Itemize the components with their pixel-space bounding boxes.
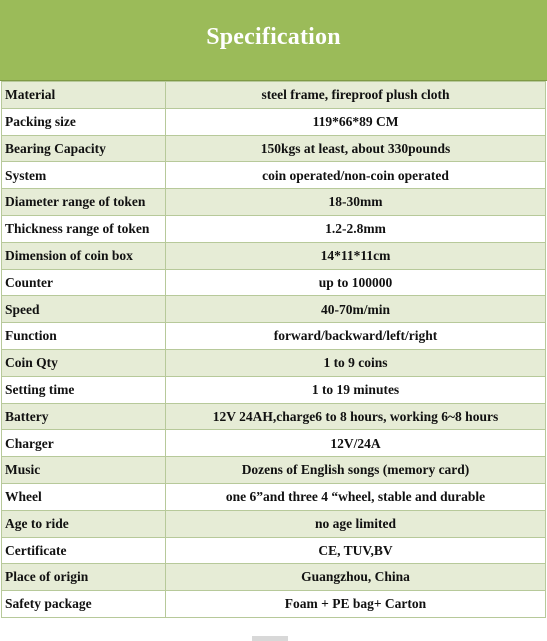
table-row — [2, 135, 546, 162]
spec-value: 40-70m/min — [166, 296, 546, 323]
table-row — [2, 269, 546, 296]
spec-value: one 6”and three 4 “wheel, stable and durable — [166, 483, 546, 510]
table-row — [2, 162, 546, 189]
spec-value: 150kgs at least, about 330pounds — [166, 135, 546, 162]
table-row — [2, 376, 546, 403]
spec-label: Packing size — [2, 108, 166, 135]
table-row — [2, 189, 546, 216]
table-row — [2, 564, 546, 591]
spec-value: Foam + PE bag+ Carton — [166, 591, 546, 618]
table-row — [2, 323, 546, 350]
spec-label: Material — [2, 82, 166, 109]
spec-label: Music — [2, 457, 166, 484]
spec-value: steel frame, fireproof plush cloth — [166, 82, 546, 109]
spec-label: Wheel — [2, 483, 166, 510]
spec-table-body — [2, 82, 546, 618]
spec-label: Safety package — [2, 591, 166, 618]
spec-value: CE, TUV,BV — [166, 537, 546, 564]
spec-value: up to 100000 — [166, 269, 546, 296]
spec-label: Age to ride — [2, 510, 166, 537]
spec-value: 12V/24A — [166, 430, 546, 457]
spec-label: Certificate — [2, 537, 166, 564]
scroll-indicator — [252, 636, 288, 641]
table-row — [2, 296, 546, 323]
table-row — [2, 82, 546, 109]
spec-table — [1, 81, 546, 618]
spec-value: no age limited — [166, 510, 546, 537]
table-row — [2, 242, 546, 269]
title-banner — [0, 0, 547, 81]
spec-value: 1 to 19 minutes — [166, 376, 546, 403]
spec-label: Dimension of coin box — [2, 242, 166, 269]
spec-label: Bearing Capacity — [2, 135, 166, 162]
spec-label: System — [2, 162, 166, 189]
table-row — [2, 215, 546, 242]
spec-label: Diameter range of token — [2, 189, 166, 216]
spec-label: Place of origin — [2, 564, 166, 591]
spec-label: Charger — [2, 430, 166, 457]
spec-value: forward/backward/left/right — [166, 323, 546, 350]
spec-label: Counter — [2, 269, 166, 296]
spec-value: Guangzhou, China — [166, 564, 546, 591]
spec-value: Dozens of English songs (memory card) — [166, 457, 546, 484]
table-row — [2, 108, 546, 135]
table-row — [2, 591, 546, 618]
spec-value: 1.2-2.8mm — [166, 215, 546, 242]
page-title: Specification — [206, 23, 341, 50]
spec-label: Function — [2, 323, 166, 350]
table-row — [2, 510, 546, 537]
table-row — [2, 537, 546, 564]
spec-value: 18-30mm — [166, 189, 546, 216]
spec-label: Coin Qty — [2, 349, 166, 376]
spec-value: coin operated/non-coin operated — [166, 162, 546, 189]
spec-value: 119*66*89 CM — [166, 108, 546, 135]
spec-value: 12V 24AH,charge6 to 8 hours, working 6~8 hours — [166, 403, 546, 430]
spec-value: 14*11*11cm — [166, 242, 546, 269]
spec-value: 1 to 9 coins — [166, 349, 546, 376]
spec-label: Thickness range of token — [2, 215, 166, 242]
spec-label: Battery — [2, 403, 166, 430]
spec-label: Setting time — [2, 376, 166, 403]
table-row — [2, 483, 546, 510]
table-row — [2, 349, 546, 376]
spec-label: Speed — [2, 296, 166, 323]
table-row — [2, 457, 546, 484]
table-row — [2, 403, 546, 430]
table-row — [2, 430, 546, 457]
